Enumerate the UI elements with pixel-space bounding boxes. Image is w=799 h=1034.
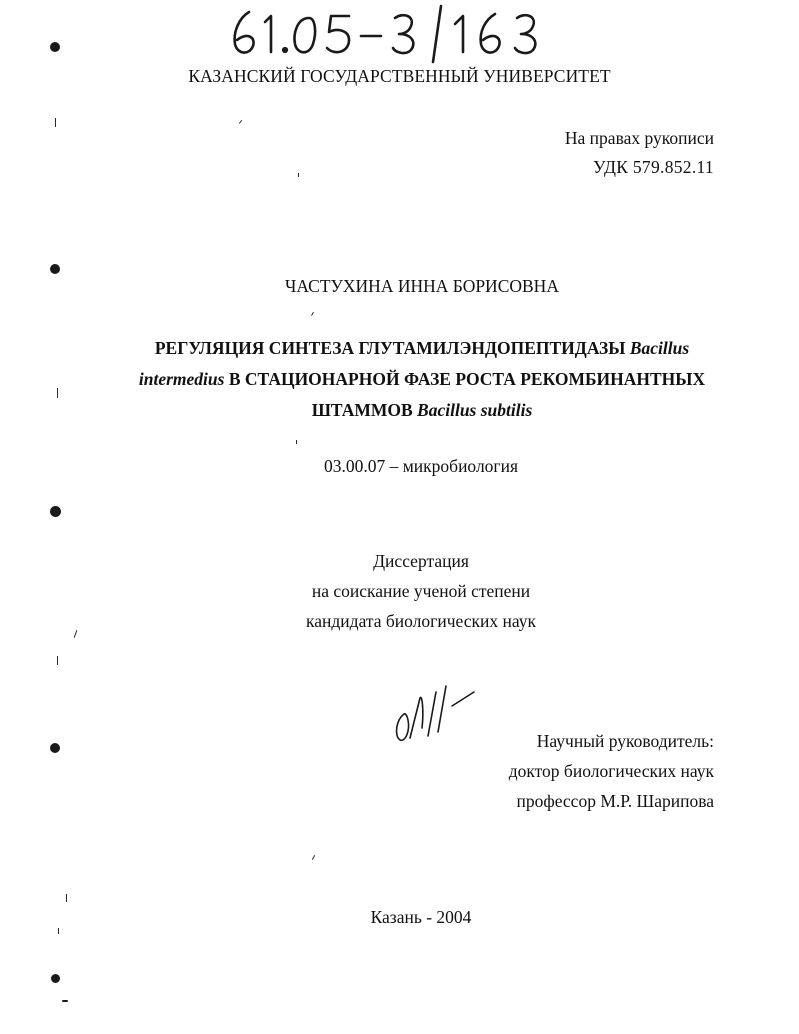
supervisor-block bbox=[440, 726, 714, 816]
title-species-2: Bacillus subtilis bbox=[417, 400, 533, 420]
supervisor-line-3: профессор М.Р. Шарипова bbox=[516, 791, 714, 811]
binder-hole-mark bbox=[50, 264, 60, 274]
binder-hole-mark bbox=[50, 506, 61, 517]
supervisor-line-2: доктор биологических наук bbox=[508, 761, 714, 781]
dissertation-title bbox=[120, 333, 724, 426]
udc-code: УДК 579.852.11 bbox=[593, 157, 714, 177]
title-part-1: РЕГУЛЯЦИЯ СИНТЕЗА ГЛУТАМИЛЭНДОПЕПТИДАЗЫ bbox=[154, 338, 626, 358]
binder-hole-mark bbox=[50, 743, 60, 753]
scan-artifact bbox=[239, 120, 243, 124]
scan-artifact bbox=[62, 1000, 68, 1002]
scan-artifact bbox=[57, 388, 58, 398]
handwritten-catalog-code bbox=[225, 4, 585, 64]
title-species-1: Bacillus intermedius bbox=[138, 338, 690, 389]
scan-artifact bbox=[57, 656, 58, 665]
title-part-2: В СТАЦИОНАРНОЙ ФАЗЕ РОСТА РЕКОМБИНАНТНЫХ ШТАММОВ bbox=[228, 369, 706, 420]
scan-artifact bbox=[66, 894, 67, 902]
scan-artifact bbox=[55, 118, 56, 127]
binder-hole-mark bbox=[50, 42, 60, 52]
scan-artifact bbox=[312, 855, 316, 860]
manuscript-rights-note: На правах рукописи bbox=[564, 128, 714, 148]
specialty-code: 03.00.07 – микробиология bbox=[323, 456, 519, 476]
author-name: ЧАСТУХИНА ИННА БОРИСОВНА bbox=[285, 276, 559, 296]
binder-hole-mark bbox=[51, 974, 60, 983]
scan-artifact bbox=[296, 440, 297, 444]
dissertation-line-3: кандидата биологических наук bbox=[306, 611, 536, 631]
university-name: КАЗАНСКИЙ ГОСУДАРСТВЕННЫЙ УНИВЕРСИТЕТ bbox=[188, 66, 611, 86]
supervisor-line-1: Научный руководитель: bbox=[536, 731, 714, 751]
dissertation-line-2: на соискание ученой степени bbox=[311, 581, 531, 601]
dissertation-degree-block bbox=[0, 546, 799, 636]
scan-artifact bbox=[298, 173, 299, 177]
city-and-year: Казань - 2004 bbox=[370, 907, 472, 927]
scan-artifact bbox=[58, 928, 59, 934]
dissertation-line-1: Диссертация bbox=[373, 551, 469, 571]
scan-artifact bbox=[311, 312, 314, 316]
